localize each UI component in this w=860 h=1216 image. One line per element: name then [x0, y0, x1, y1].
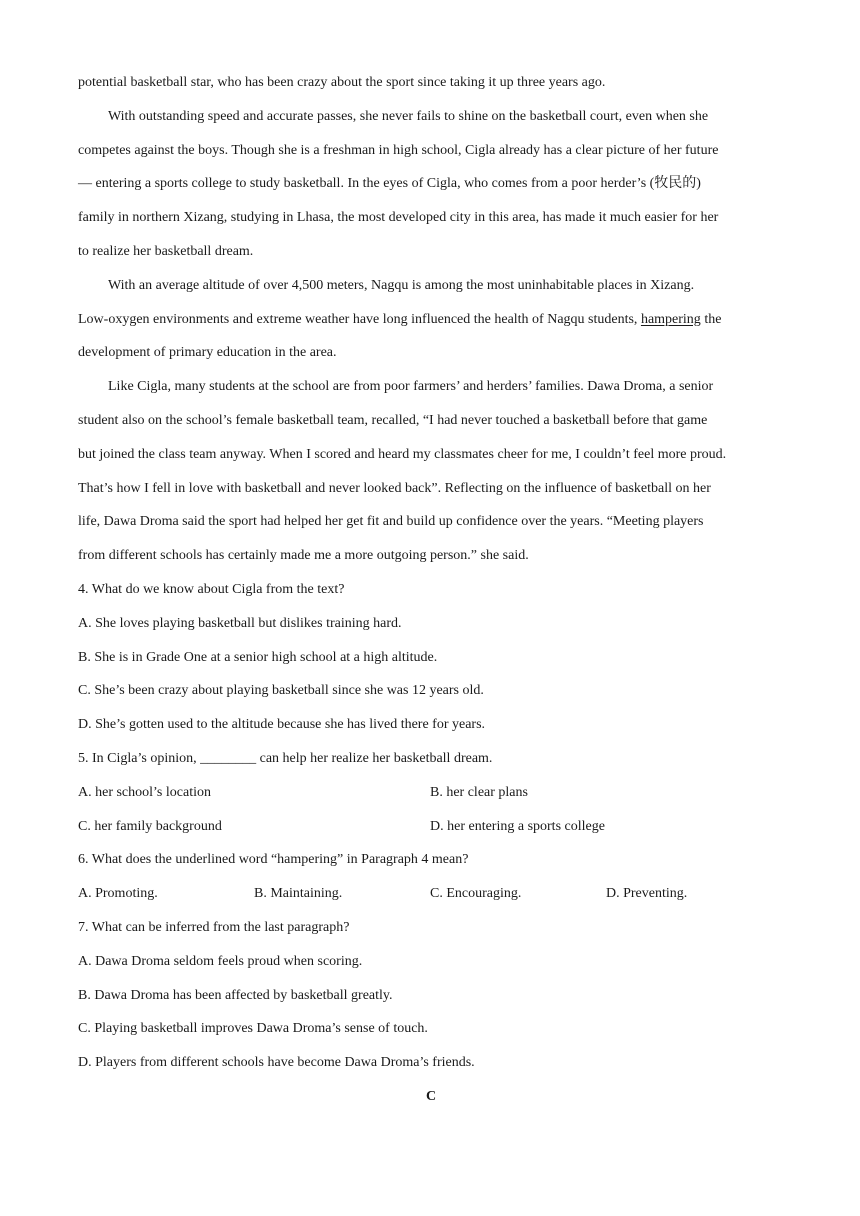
passage-line: from different schools has certainly made me a more outgoing person.” she said. [78, 548, 529, 564]
options-row [78, 810, 784, 844]
document-page [78, 66, 784, 1114]
answer-option: B. She is in Grade One at a senior high school at a high altitude. [78, 649, 438, 665]
passage-line [78, 303, 784, 337]
passage-line: to realize her basketball dream. [78, 243, 254, 259]
answer-option: B. Maintaining. [254, 886, 343, 902]
answer-option: A. her school’s location [78, 784, 211, 800]
answer-option: B. her clear plans [430, 784, 528, 800]
section-heading: C [425, 1088, 437, 1104]
answer-option: C. Encouraging. [430, 886, 522, 902]
passage-line: student also on the school’s female basketball team, recalled, “I had never touched a basketball before that game [78, 412, 708, 428]
passage-line: competes against the boys. Though she is a freshman in high school, Cigla already has a clear picture of her future [78, 142, 719, 158]
answer-option: D. Preventing. [606, 886, 688, 902]
answer-option: C. She’s been crazy about playing basketball since she was 12 years old. [78, 683, 484, 699]
passage-line: With an average altitude of over 4,500 meters, Nagqu is among the most uninhabitable places in Xizang. [108, 277, 695, 293]
passage-line: potential basketball star, who has been crazy about the sport since taking it up three years ago. [78, 75, 606, 90]
passage-line: — entering a sports college to study basketball. In the eyes of Cigla, who comes from a poor herder’s (牧民的) [78, 176, 701, 192]
answer-option: C. Playing basketball improves Dawa Droma’s sense of touch. [78, 1021, 428, 1037]
passage-line: life, Dawa Droma said the sport had helped her get fit and build up confidence over the years. “Meeting players [78, 514, 704, 530]
passage-line: but joined the class team anyway. When I scored and heard my classmates cheer for me, I couldn’t feel more proud. [78, 446, 727, 462]
question-stem: 6. What does the underlined word “hampering” in Paragraph 4 mean? [78, 852, 469, 868]
underlined-word: hampering [640, 311, 701, 327]
answer-option: A. Promoting. [78, 886, 158, 902]
passage-line: development of primary education in the area. [78, 345, 337, 361]
passage-line: That’s how I fell in love with basketball and never looked back”. Reflecting on the influence of basketball on her [78, 480, 711, 496]
passage-line: family in northern Xizang, studying in Lhasa, the most developed city in this area, has made it much easier for her [78, 210, 719, 226]
answer-option: C. her family background [78, 818, 222, 834]
passage-line: With outstanding speed and accurate passes, she never fails to shine on the basketball court, even when she [108, 108, 709, 124]
question-stem: 5. In Cigla’s opinion, ________ can help her realize her basketball dream. [78, 750, 493, 766]
passage-text: Low-oxygen environments and extreme weather have long influenced the health of Nagqu students, [78, 311, 641, 327]
passage-text: the [700, 311, 722, 327]
options-row [78, 877, 784, 911]
answer-option: A. Dawa Droma seldom feels proud when scoring. [78, 953, 363, 969]
passage-line: Like Cigla, many students at the school are from poor farmers’ and herders’ families. Dawa Droma, a senior [108, 379, 714, 395]
answer-option: A. She loves playing basketball but dislikes training hard. [78, 615, 402, 631]
answer-option: B. Dawa Droma has been affected by basketball greatly. [78, 987, 393, 1003]
answer-option: D. her entering a sports college [430, 818, 605, 834]
question-stem: 7. What can be inferred from the last paragraph? [78, 919, 350, 935]
options-row [78, 776, 784, 810]
answer-option: D. Players from different schools have become Dawa Droma’s friends. [78, 1055, 475, 1071]
answer-option: D. She’s gotten used to the altitude because she has lived there for years. [78, 717, 486, 733]
question-stem: 4. What do we know about Cigla from the text? [78, 581, 345, 597]
